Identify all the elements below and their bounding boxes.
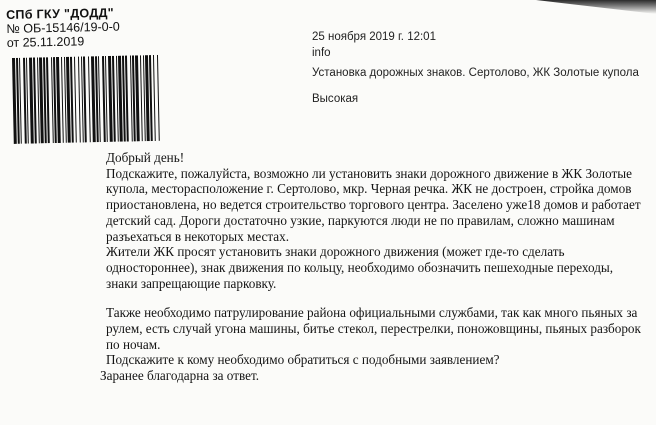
email-priority: Высокая bbox=[312, 93, 359, 105]
email-datetime: 25 ноября 2019 г. 12:01 bbox=[312, 31, 436, 43]
email-sender: info bbox=[312, 47, 331, 59]
email-header bbox=[312, 30, 642, 106]
stamp-organization: СПб ГКУ "ДОДД" bbox=[6, 5, 115, 22]
stamp-date: от 25.11.2019 bbox=[6, 34, 85, 50]
letter-paragraph-2: Жители ЖК просят установить знаки дорожного движения (может где-то сделать одностороннее), знак движения по кольцу, необходимо обозначить пешеходные переходы, знаки запрещающие парковку. bbox=[106, 244, 614, 291]
letter-paragraph-3: Также необходимо патрулирование района официальными службами, так как много пьяных за рулем, есть случай угона машины, битье стекол, перестрелки, поножовщины, пьяных разборок по ночам. bbox=[106, 305, 641, 352]
email-subject: Установка дорожных знаков. Сертолово, ЖК Золотые купола bbox=[312, 67, 639, 79]
barcode bbox=[10, 55, 162, 144]
letter-paragraph-1: Подскажите, пожалуйста, возможно ли установить знаки дорожного движение в ЖК Золотые купола, месторасположение г. Сертолово, мкр. Черная речка. ЖК не достроен, стройка домов приостановлена, но ведется строительство торгового центра. Заселено уже18 домов и работает детский сад. Дороги достаточно узкие, паркуются люди не по правилам, сложно машинам разъехаться в некоторых местах. bbox=[106, 165, 641, 244]
registration-stamp bbox=[6, 4, 197, 50]
stamp-number: № ОБ-15146/19-0-0 bbox=[6, 19, 120, 36]
letter-body bbox=[100, 150, 646, 384]
scan-corner-shadow bbox=[536, 0, 656, 14]
letter-question: Подскажите к кому необходимо обратиться с подобными заявлением? bbox=[106, 352, 500, 368]
letter-closing: Заранее благодарна за ответ. bbox=[100, 368, 260, 384]
letter-greeting: Добрый день! bbox=[106, 150, 185, 165]
